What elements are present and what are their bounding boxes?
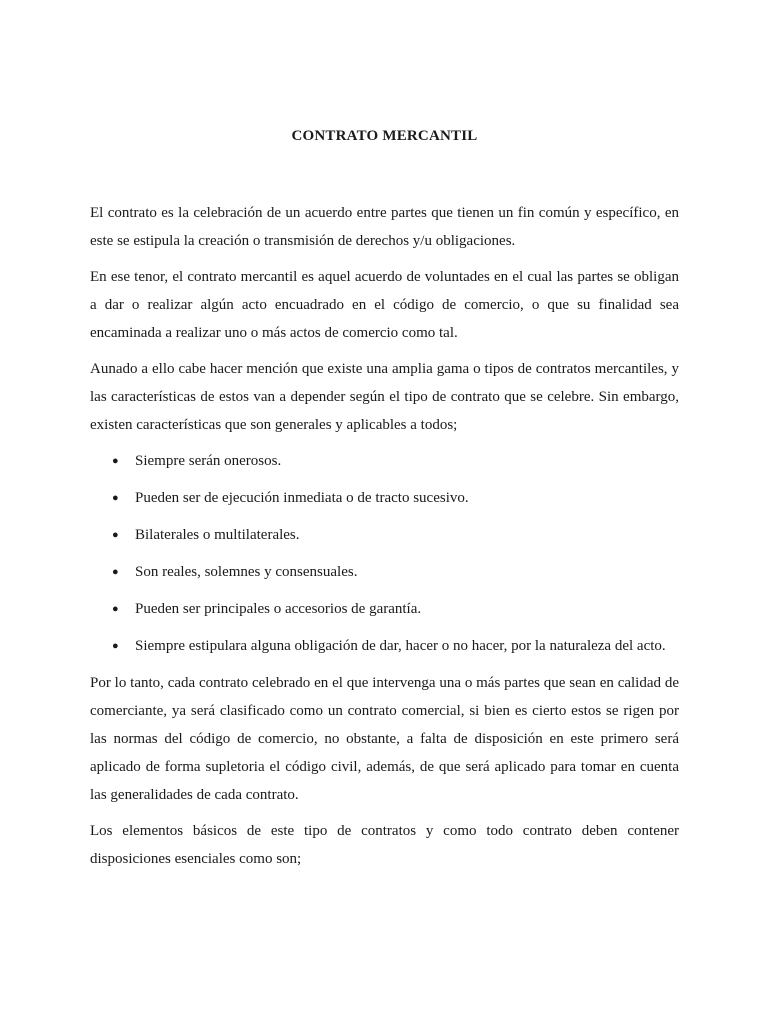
document-title: CONTRATO MERCANTIL <box>291 128 478 144</box>
list-item-text: Pueden ser principales o accesorios de garantía. <box>135 601 422 617</box>
paragraph-characteristics-intro: Aunado a ello cabe hacer mención que existe una amplia gama o tipos de contratos mercantiles, y las características de estos van a depender según el tipo de contrato que se celebre. Sin embargo, existen características que son generales y aplicables a todos; <box>90 361 679 433</box>
bullet-icon: ● <box>112 566 119 578</box>
bullet-icon: ● <box>112 492 119 504</box>
list-item-text: Siempre estipulara alguna obligación de dar, hacer o no hacer, por la naturaleza del acto. <box>135 638 666 654</box>
paragraph-mercantile-contract: En ese tenor, el contrato mercantil es aquel acuerdo de voluntades en el cual las partes se obligan a dar o realizar algún acto encuadrado en el código de comercio, o que su finalidad sea encaminada a realizar uno o más actos de comercio como tal. <box>90 269 679 341</box>
paragraph-conclusion: Por lo tanto, cada contrato celebrado en el que intervenga una o más partes que sean en calidad de comerciante, ya será clasificado como un contrato comercial, si bien es cierto estos se rigen por las normas del código de comercio, no obstante, a falta de disposición en este primero será aplicado de forma supletoria el código civil, además, de que será aplicado para tomar en cuenta las generalidades de cada contrato. <box>90 675 679 803</box>
list-item <box>90 447 679 475</box>
list-item-text: Siempre serán onerosos. <box>135 453 282 469</box>
document-body <box>90 199 679 881</box>
bullet-icon: ● <box>112 455 119 467</box>
paragraph-definition: El contrato es la celebración de un acuerdo entre partes que tienen un fin común y específico, en este se estipula la creación o transmisión de derechos y/u obligaciones. <box>90 205 679 249</box>
list-item-text: Bilaterales o multilaterales. <box>135 527 300 543</box>
paragraph-basic-elements: Los elementos básicos de este tipo de contratos y como todo contrato deben contener disposiciones esenciales como son; <box>90 823 679 867</box>
bullet-icon: ● <box>112 529 119 541</box>
bullet-icon: ● <box>112 603 119 615</box>
list-item <box>90 632 679 660</box>
list-item <box>90 484 679 512</box>
list-item-text: Son reales, solemnes y consensuales. <box>135 564 358 580</box>
bullet-icon: ● <box>112 640 119 652</box>
list-item-text: Pueden ser de ejecución inmediata o de tracto sucesivo. <box>135 490 469 506</box>
list-item <box>90 521 679 549</box>
characteristics-list <box>90 447 679 660</box>
list-item <box>90 558 679 586</box>
list-item <box>90 595 679 623</box>
